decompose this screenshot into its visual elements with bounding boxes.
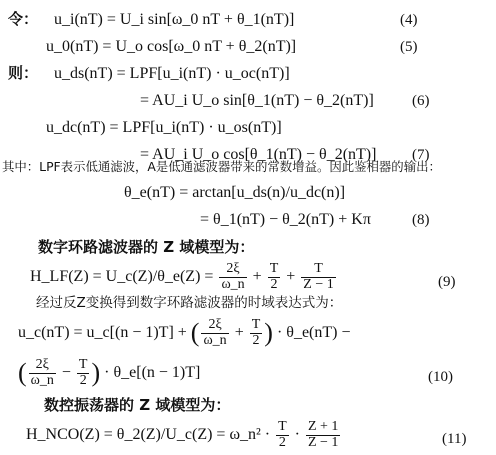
equation-4: u_i(nT) = U_i sin[ω_0 nT + θ_1(nT)] (54, 11, 295, 28)
equation-10-lhs: u_c(nT) = u_c[(n − 1)T] + (18, 323, 187, 341)
let-label: 令： (8, 10, 39, 28)
equation-number-10: (10) (428, 369, 453, 385)
equation-5: u_0(nT) = U_o cos[ω_0 nT + θ_2(nT)] (46, 38, 297, 55)
equation-7: = AU_i U_o cos[θ_1(nT) − θ_2(nT)] (140, 146, 377, 163)
equation-6: = AU_i U_o sin[θ_1(nT) − θ_2(nT)] (140, 92, 374, 109)
equation-7-lhs: u_dc(nT) = LPF[u_i(nT) · u_os(nT)] (46, 119, 282, 136)
equation-number-8: (8) (412, 212, 430, 228)
equation-10-line-1: u_c(nT) = u_c[(n − 1)T] + ( $\frac{2\xi}{\omega\_n}$ + $\frac{T}{2}$ ) · θ_e(nT) − (18, 317, 351, 348)
fraction-2xi-over-omega: $\frac{2\xi}{\omega\_n}$ (203, 317, 227, 348)
fraction-z-plus-1-over-z-minus-1: $\frac{Z + 1}{Z - 1}$ (307, 419, 339, 450)
equation-number-7: (7) (412, 147, 430, 163)
equation-8: = θ_1(nT) − θ_2(nT) + Kπ (200, 211, 371, 228)
fraction-t-over-2: $\frac{T}{2}$ (278, 419, 287, 450)
equation-11-lhs: H_NCO(Z) = θ_2(Z)/U_c(Z) = ω_n² · (26, 425, 271, 443)
equation-number-9: (9) (438, 274, 456, 290)
equation-number-11: (11) (442, 431, 467, 447)
paragraph-lpf-note: 其中：LPF表示低通滤波，A是低通滤波器带来的常数增益。因此鉴相器的输出： (2, 159, 441, 174)
equation-number-4: (4) (400, 12, 418, 28)
equation-8-lhs: θ_e(nT) = arctan[u_ds(n)/u_dc(n)] (124, 184, 346, 201)
equation-number-6: (6) (412, 93, 430, 109)
equation-10-line-2: ( $\frac{2\xi}{\omega\_n}$ − $\frac{T}{2}$ ) · θ_e[(n − 1)T] (18, 357, 201, 388)
heading-nco: 数控振荡器的 Z 域模型为： (44, 396, 231, 414)
fraction-2xi-over-omega: $\frac{2\xi}{\omega\_n}$ (221, 261, 245, 292)
equation-number-5: (5) (400, 39, 418, 55)
fraction-t-over-2: $\frac{T}{2}$ (78, 357, 88, 388)
equation-11: H_NCO(Z) = θ_2(Z)/U_c(Z) = ω_n² · $\frac{T}{2}$ · $\frac{Z + 1}{Z - 1}$ (26, 419, 339, 450)
heading-loop-filter: 数字环路滤波器的 Z 域模型为： (38, 238, 255, 256)
paragraph-inverse-z: 经过反Z变换得到数字环路滤波器的时域表达式为： (36, 295, 343, 311)
fraction-t-over-2: $\frac{T}{2}$ (269, 261, 279, 292)
then-label: 则： (8, 64, 39, 82)
fraction-t-over-z-minus-1: $\frac{T}{Z - 1}$ (303, 261, 334, 292)
fraction-2xi-over-omega: $\frac{2\xi}{\omega\_n}$ (30, 357, 54, 388)
equation-9: H_LF(Z) = U_c(Z)/θ_e(Z) = $\frac{2\xi}{\omega\_n}$ + $\frac{T}{2}$ + $\frac{T}{Z - 1}$ (30, 261, 334, 292)
equation-9-lhs: H_LF(Z) = U_c(Z)/θ_e(Z) = (30, 267, 214, 285)
fraction-t-over-2: $\frac{T}{2}$ (251, 317, 261, 348)
equation-6-lhs: u_ds(nT) = LPF[u_i(nT) · u_oc(nT)] (54, 65, 290, 82)
